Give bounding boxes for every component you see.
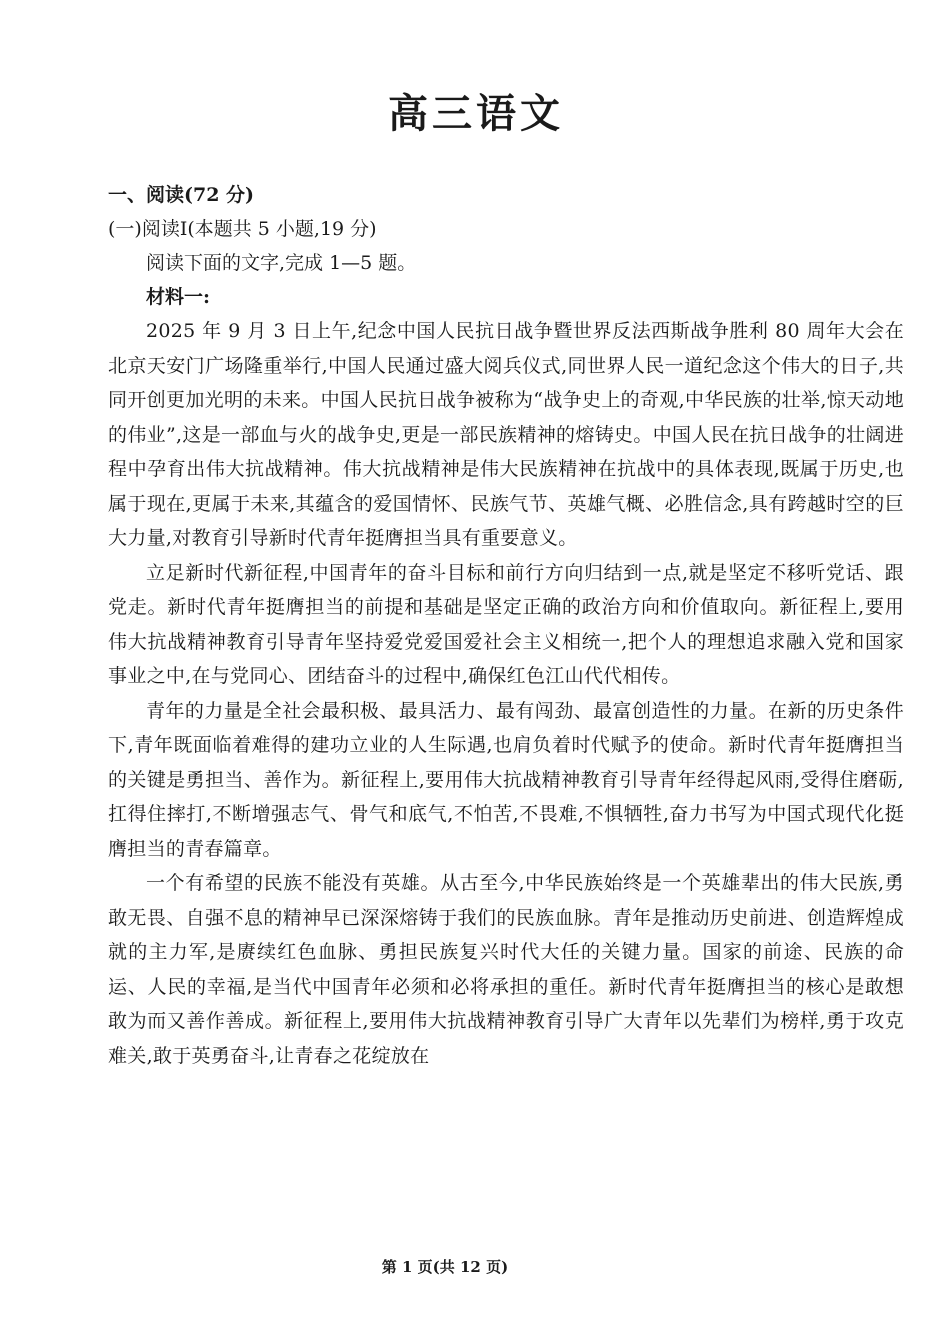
section-heading: 一、阅读(72 分): [108, 184, 255, 206]
page-title: 高三语文: [388, 90, 564, 137]
instruction-text: 阅读下面的文字,完成 1—5 题。: [146, 252, 417, 274]
subsection-heading: (一)阅读Ⅰ(本题共 5 小题,19 分): [108, 218, 377, 240]
paragraph-4: 一个有希望的民族不能没有英雄。从古至今,中华民族始终是一个英雄辈出的伟大民族,勇敢无畏、自强不息的精神早已深深熔铸于我们的民族血脉。青年是推动历史前进、创造辉煌成就的主力军,是赓续红色血脉、勇担民族复兴时代大任的关键力量。国家的前途、民族的命运、人民的幸福,是当代中国青年必须和必将承担的重任。新时代青年挺膺担当的核心是敢想敢为而又善作善成。新征程上,要用伟大抗战精神教育引导广大青年以先辈们为榜样,勇于攻克难关,敢于英勇奋斗,让青春之花绽放在: [108, 872, 904, 1067]
paragraph-2: 立足新时代新征程,中国青年的奋斗目标和前行方向归结到一点,就是坚定不移听党话、跟党走。新时代青年挺膺担当的前提和基础是坚定正确的政治方向和价值取向。新征程上,要用伟大抗战精神教育引导青年坚持爱党爱国爱社会主义相统一,把个人的理想追求融入党和国家事业之中,在与党同心、团结奋斗的过程中,确保红色江山代代相传。: [108, 561, 904, 687]
material-label: 材料一:: [146, 286, 211, 308]
paragraph-1: 2025 年 9 月 3 日上午,纪念中国人民抗日战争暨世界反法西斯战争胜利 80 周年大会在北京天安门广场隆重举行,中国人民通过盛大阅兵仪式,同世界人民一道纪念这个伟大的日子,共同开创更加光明的未来。中国人民抗日战争被称为“战争史上的奇观,中华民族的壮举,惊天动地的伟业”,这是一部血与火的战争史,更是一部民族精神的熔铸史。中国人民在抗日战争的壮阔进程中孕育出伟大抗战精神。伟大抗战精神是伟大民族精神在抗战中的具体表现,既属于历史,也属于现在,更属于未来,其蕴含的爱国情怀、民族气节、英雄气概、必胜信念,具有跨越时空的巨大力量,对教育引导新时代青年挺膺担当具有重要意义。: [108, 320, 904, 549]
page-footer: 第 1 页(共 12 页): [381, 1258, 509, 1276]
paragraph-3: 青年的力量是全社会最积极、最具活力、最有闯劲、最富创造性的力量。在新的历史条件下,青年既面临着难得的建功立业的人生际遇,也肩负着时代赋予的使命。新时代青年挺膺担当的关键是勇担当、善作为。新征程上,要用伟大抗战精神教育引导青年经得起风雨,受得住磨砺,扛得住摔打,不断增强志气、骨气和底气,不怕苦,不畏难,不惧牺牲,奋力书写为中国式现代化挺膺担当的青春篇章。: [108, 699, 904, 860]
